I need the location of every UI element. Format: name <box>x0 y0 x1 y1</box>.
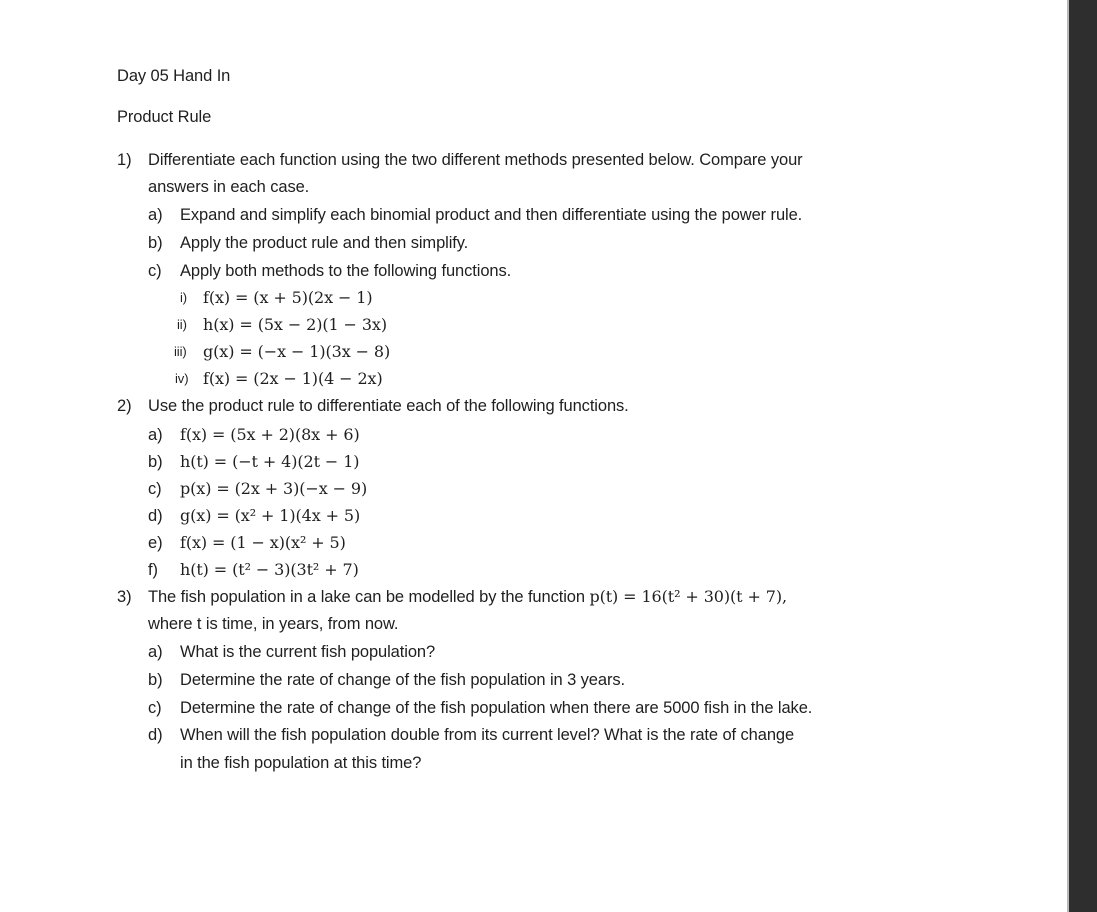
q2-item-expr: f(x) = (5x + 2)(8x + 6) <box>180 425 360 444</box>
q1-number: 1) <box>117 151 132 169</box>
q3-model-expr: p(t) = 16(t² + 30)(t + 7), <box>589 587 787 606</box>
q1-func-expr: g(x) = (−x − 1)(3x − 8) <box>203 342 391 361</box>
q1-text-line1: Differentiate each function using the two different methods presented below. Compare your <box>148 151 803 169</box>
q3-item-label: d) <box>148 726 163 744</box>
q1-func-label: iv) <box>175 371 189 386</box>
q2-item-expr: h(t) = (t² − 3)(3t² + 7) <box>180 560 359 579</box>
q3-item-text: When will the fish population double from its current level? What is the rate of change <box>180 726 795 744</box>
q3-text-line2: where t is time, in years, from now. <box>148 615 399 633</box>
q1-text-line2: answers in each case. <box>148 178 310 196</box>
q3-item-label: c) <box>148 699 162 717</box>
q2-item-label: e) <box>148 534 163 552</box>
q1a-text: Expand and simplify each binomial product and then differentiate using the power rule. <box>180 206 803 224</box>
q3-item-text: What is the current fish population? <box>180 643 436 661</box>
q3-item-label: a) <box>148 643 163 661</box>
q3-text-lead: The fish population in a lake can be modelled by the function <box>148 588 585 606</box>
q2-item-label: f) <box>148 561 158 579</box>
q1c-label: c) <box>148 262 162 280</box>
q1a-label: a) <box>148 206 163 224</box>
q1-func-label: ii) <box>177 317 187 332</box>
q3-text-line1 <box>148 586 787 608</box>
q2-item-label: c) <box>148 480 162 498</box>
q1-func-expr: f(x) = (x + 5)(2x − 1) <box>203 288 373 307</box>
q1-func-label: iii) <box>174 344 187 359</box>
q2-item-label: d) <box>148 507 163 525</box>
q1c-text: Apply both methods to the following functions. <box>180 262 512 280</box>
q3-number: 3) <box>117 588 132 606</box>
q1-func-expr: h(x) = (5x − 2)(1 − 3x) <box>203 315 387 334</box>
doc-title: Day 05 Hand In <box>117 67 231 85</box>
q2-item-expr: g(x) = (x² + 1)(4x + 5) <box>180 506 361 525</box>
q1b-text: Apply the product rule and then simplify. <box>180 234 469 252</box>
q2-number: 2) <box>117 397 132 415</box>
q2-item-expr: h(t) = (−t + 4)(2t − 1) <box>180 452 360 471</box>
q3-item-label: b) <box>148 671 163 689</box>
q2-item-label: a) <box>148 426 163 444</box>
q2-text: Use the product rule to differentiate each of the following functions. <box>148 397 629 415</box>
doc-subtitle: Product Rule <box>117 108 212 126</box>
q2-item-expr: p(x) = (2x + 3)(−x − 9) <box>180 479 368 498</box>
q1-func-label: i) <box>180 290 188 305</box>
q1b-label: b) <box>148 234 163 252</box>
q3-item-text: Determine the rate of change of the fish population when there are 5000 fish in the lake. <box>180 699 813 717</box>
q2-item-expr: f(x) = (1 − x)(x² + 5) <box>180 533 346 552</box>
q1-func-expr: f(x) = (2x − 1)(4 − 2x) <box>203 369 383 388</box>
window-edge-bar <box>1067 0 1097 912</box>
q3-item-text: Determine the rate of change of the fish population in 3 years. <box>180 671 625 689</box>
q3d-continuation: in the fish population at this time? <box>180 754 422 772</box>
q2-item-label: b) <box>148 453 163 471</box>
